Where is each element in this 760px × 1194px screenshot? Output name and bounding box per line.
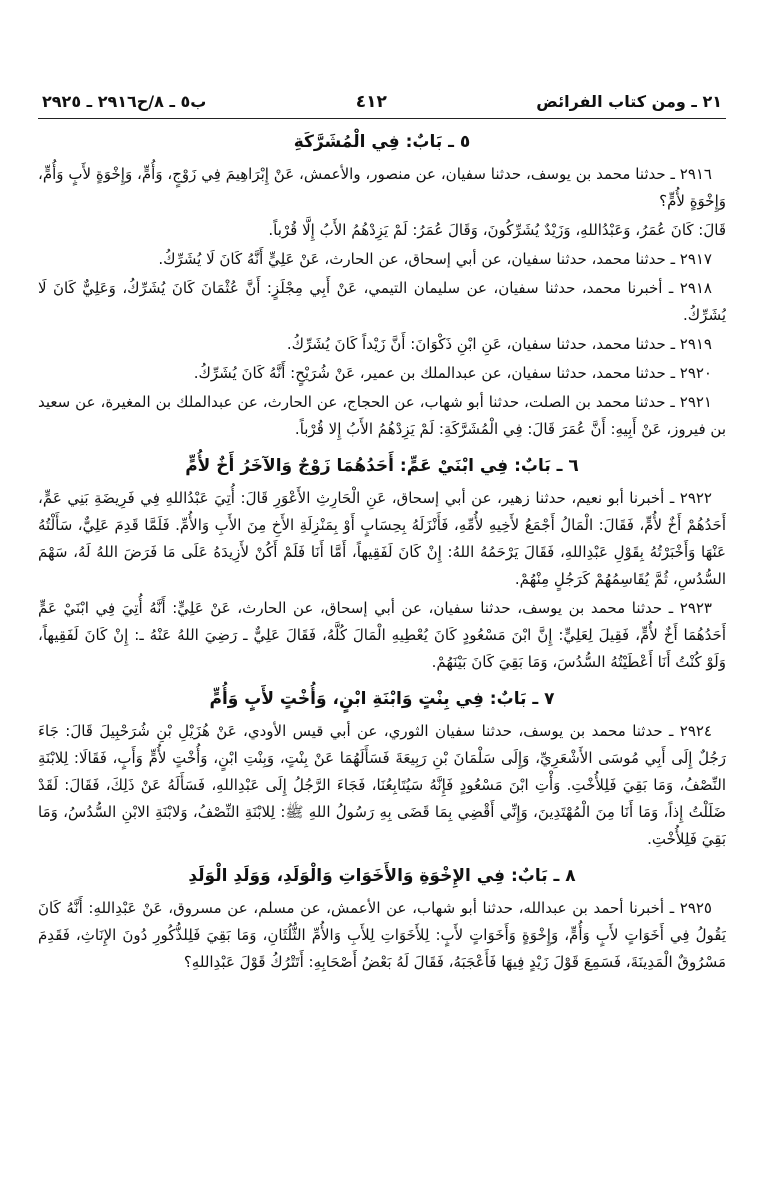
- section-siblings-and-children: [38, 861, 726, 976]
- section-heading: ٥ ـ بَابٌ: فِي الْمُشَرَّكَةِ: [293, 132, 471, 152]
- hadith-paragraph: ٢٩٢٣ ـ حدثنا محمد بن يوسف، حدثنا سفيان، عن أبي إسحاق، عن الحارث، عَنْ عَلِيٍّ: أَنَّهُ أُتِيَ فِي ابْنَيْ عَمٍّ أَحَدُهُمَا أَخٌ لأُمٍّ، فَقِيلَ لِعَلِيٍّ: إِنَّ ابْنَ مَسْعُودٍ كَانَ يُعْطِيهِ الْمَالَ كُلَّهُ، فَقَالَ عَلِيٌّ ـ رَضِيَ اللهُ عَنْهُ ـ: إِنْ كَانَ لَفَقِيهاً، وَلَوْ كُنْتُ أَنَا أَعْطَيْتُهُ السُّدُسَ، وَمَا بَقِيَ كَانَ بَيْنَهُمْ.: [38, 599, 726, 671]
- section-heading: ٨ ـ بَابٌ: فِي الإِخْوَةِ وَالأَخَوَاتِ وَالْوَلَدِ، وَوَلَدِ الْوَلَدِ: [188, 866, 576, 886]
- hadith-paragraph: ٢٩١٨ ـ أخبرنا محمد، حدثنا سفيان، عن سليمان التيمي، عَنْ أَبِي مِجْلَزٍ: أَنَّ عُثْمَانَ كَانَ يُشَرِّكُ، وَعَلِيٌّ كَانَ لَا يُشَرِّكُ.: [38, 279, 726, 324]
- section-heading: ٧ ـ بَابٌ: فِي بِنْتٍ وَابْنَةِ ابْنٍ، وَأُخْتٍ لأَبٍ وَأُمٍّ: [209, 689, 555, 709]
- section-two-cousins: [38, 451, 726, 676]
- hadith-range: ب٥ ـ ٨/ح٢٩١٦ ـ ٢٩٢٥: [42, 92, 207, 111]
- hadith-paragraph: ٢٩٢٠ ـ حدثنا محمد، حدثنا سفيان، عن عبدالملك بن عمير، عَنْ شُرَيْحٍ: أَنَّهُ كَانَ يُشَرِّكُ.: [193, 364, 712, 382]
- section-heading: ٦ ـ بَابٌ: فِي ابْنَيْ عَمٍّ: أَحَدُهُمَا زَوْجٌ وَالآخَرُ أَخٌ لأُمٍّ: [185, 456, 579, 476]
- hadith-paragraph: ٢٩٢١ ـ حدثنا محمد بن الصلت، حدثنا أبو شهاب، عن الحجاج، عن الحارث، عن عبدالملك بن المغيرة، عن سعيد بن فيروز، عَنْ أَبِيهِ: أَنَّ عُمَرَ قَالَ: فِي الْمُشَرَّكَةِ: لَمْ يَزِدْهُمُ الأَبُ إِلا قُرْباً.: [38, 393, 726, 438]
- chapter-title: ٢١ ـ ومن كتاب الفرائض: [536, 92, 722, 111]
- hadith-paragraph: ٢٩١٩ ـ حدثنا محمد، حدثنا سفيان، عَنِ ابْنِ ذَكْوَانَ: أَنَّ زَيْداً كَانَ يُشَرِّكُ.: [286, 335, 712, 353]
- section-daughter-granddaughter-sister: [38, 684, 726, 853]
- section-musharrakah: [38, 127, 726, 443]
- hadith-paragraph: ٢٩١٧ ـ حدثنا محمد، حدثنا سفيان، عن أبي إسحاق، عن الحارث، عَنْ عَلِيٍّ أَنَّهُ كَانَ لَا يُشَرِّكُ.: [158, 250, 712, 268]
- page-number: ٤١٢: [355, 92, 387, 112]
- hadith-paragraph: ٢٩٢٢ ـ أخبرنا أبو نعيم، حدثنا زهير، عن أبي إسحاق، عَنِ الْحَارِثِ الأَعْوَرِ قَالَ: أُتِيَ عَبْدُاللهِ فِي فَرِيضَةِ بَنِي عَمٍّ، أَحَدُهُمْ أَخٌ لأُمٍّ، فَقَالَ: الْمَالُ أَجْمَعُ لأَخِيهِ لأُمِّهِ، فَأَنْزَلَهُ بِحِسَابٍ أَوْ بِمَنْزِلَةِ الأَخِ مِنَ الأَبِ وَالأُمِّ. فَلَمَّا قَدِمَ عَلِيٌّ، سَأَلْتُهُ عَنْهَا وَأَخْبَرْتُهُ بِقَوْلِ عَبْدِاللهِ، فَقَالَ يَرْحَمُهُ اللهُ: إِنْ كَانَ لَفَقِيهاً، أَمَّا أَنَا فَلَمْ أَكُنْ لأَزِيدَهُ عَلَى مَا فَرَضَ اللهُ لَهُ، سَهْمَ السُّدُسِ، ثُمَّ يُقَاسِمُهُمْ كَرَجُلٍ مِنْهُمْ.: [38, 489, 726, 588]
- hadith-paragraph: ٢٩١٦ ـ حدثنا محمد بن يوسف، حدثنا سفيان، عن منصور، والأعمش، عَنْ إِبْرَاهِيمَ فِي زَوْجٍ، وَأُمٍّ، وَإِخْوَةٍ لأَبٍ وَأُمٍّ، وَإِخْوَةٍ لأُمٍّ؟: [38, 165, 726, 210]
- hadith-paragraph: ٢٩٢٥ ـ أخبرنا أحمد بن عبدالله، حدثنا أبو شهاب، عن الأعمش، عن مسلم، عن مسروق، عَنْ عَبْدِاللهِ: أَنَّهُ كَانَ يَقُولُ فِي أَخَوَاتٍ لأَبٍ وَأُمٍّ، وَإِخْوَةٍ وَأَخَوَاتٍ لأَبٍ: لِلأَخَوَاتِ لِلأَبِ وَالأُمِّ الثُّلُثَانِ، وَمَا بَقِيَ فَلِلذُّكُورِ دُونَ الإِنَاثِ، فَقَدِمَ مَسْرُوقٌ الْمَدِينَةَ، فَسَمِعَ قَوْلَ زَيْدٍ فِيهَا فَأَعْجَبَهُ، فَقَالَ لَهُ بَعْضُ أَصْحَابِهِ: أَتَتْرُكُ قَوْلَ عَبْدِاللهِ؟: [38, 899, 726, 971]
- running-header: [38, 92, 726, 119]
- hadith-paragraph: قَالَ: كَانَ عُمَرُ، وَعَبْدُاللهِ، وَزَيْدٌ يُشَرِّكُونَ، وَقَالَ عُمَرُ: لَمْ يَزِدْهُمُ الأَبُ إِلَّا قُرْباً.: [268, 221, 726, 239]
- hadith-paragraph: ٢٩٢٤ ـ حدثنا محمد بن يوسف، حدثنا سفيان الثوري، عن أبي قيس الأودي، عَنْ هُزَيْلِ بْنِ شُرَحْبِيلَ قَالَ: جَاءَ رَجُلٌ إِلَى أَبِي مُوسَى الأَشْعَرِيِّ، وَإِلَى سَلْمَانَ بْنِ رَبِيعَةَ فَسَأَلَهُمَا عَنْ بِنْتٍ، وَبِنْتِ ابْنٍ، وَأُخْتٍ لأُمٍّ وَأَبٍ، فَقَالَا: لِلابْنَةِ النِّصْفُ، وَمَا بَقِيَ فَلِلأُخْتِ. وَأْتِ ابْنَ مَسْعُودٍ فَإِنَّهُ سَيُتَابِعُنَا، فَجَاءَ الرَّجُلُ إِلَى عَبْدِاللهِ، فَسَأَلَهُ عَنْ ذَلِكَ، فَقَالَ: لَقَدْ ضَلَلْتُ إِذاً، وَمَا أَنَا مِنَ الْمُهْتَدِينَ، وَإِنِّي أَقْضِي بِمَا قَضَى بِهِ رَسُولُ اللهِ ﷺ: لِلابْنَةِ النِّصْفُ، وَلابْنَةِ الابْنِ السُّدُسُ، وَمَا بَقِيَ فَلِلأُخْتِ.: [38, 722, 726, 848]
- book-page: [38, 92, 726, 1132]
